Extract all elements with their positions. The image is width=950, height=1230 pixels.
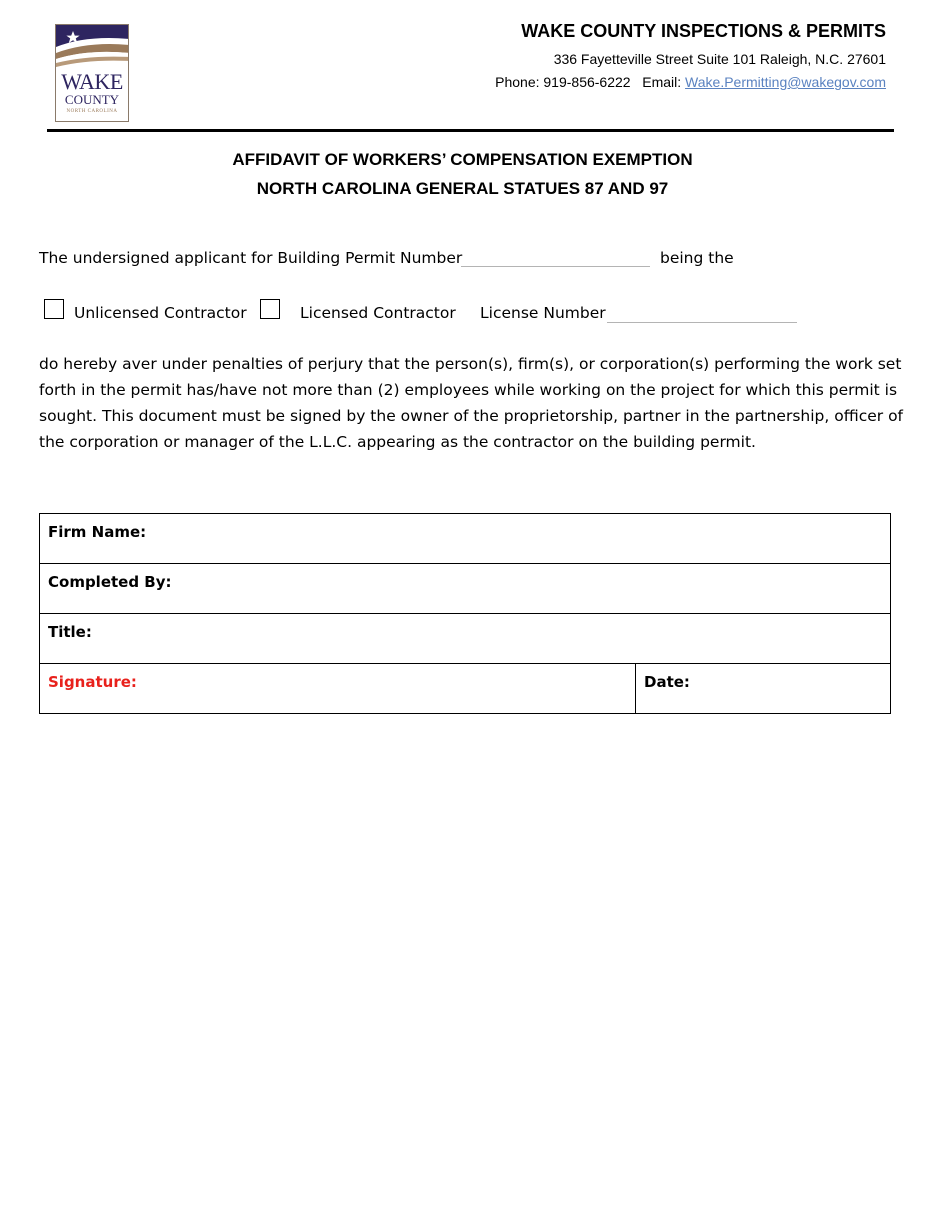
- email-label: Email:: [642, 74, 682, 90]
- table-row: [40, 514, 891, 564]
- firm-name-label: Firm Name:: [48, 523, 147, 541]
- firm-name-field[interactable]: [40, 514, 891, 564]
- title-field[interactable]: [40, 614, 891, 664]
- signature-label: Signature:: [48, 673, 137, 691]
- date-label: Date:: [644, 673, 690, 691]
- organization-name: WAKE COUNTY INSPECTIONS & PERMITS: [521, 21, 886, 41]
- affidavit-statement: [39, 351, 904, 455]
- email-link[interactable]: Wake.Permitting@wakegov.com: [685, 74, 886, 90]
- logo-text-county: COUNTY: [64, 92, 120, 107]
- title-label: Title:: [48, 623, 92, 641]
- applicant-info-table: [39, 513, 891, 714]
- completed-by-label: Completed By:: [48, 573, 172, 591]
- table-row: [40, 564, 891, 614]
- logo-text-state: NORTH CAROLINA: [66, 109, 118, 114]
- completed-by-field[interactable]: [40, 564, 891, 614]
- organization-contact: [495, 74, 886, 90]
- organization-address: 336 Fayetteville Street Suite 101 Raleigh, N.C. 27601: [553, 51, 886, 67]
- unlicensed-contractor-checkbox[interactable]: [44, 299, 64, 319]
- affidavit-line: the corporation or manager of the L.L.C. appearing as the contractor on the building permit.: [39, 433, 756, 451]
- phone-number: 919-856-6222: [543, 74, 631, 90]
- logo-text-wake: WAKE: [61, 69, 123, 94]
- table-row: [40, 664, 891, 714]
- date-field[interactable]: [636, 664, 891, 714]
- document-title: AFFIDAVIT OF WORKERS’ COMPENSATION EXEMPTION: [232, 150, 693, 169]
- permit-number-prompt: The undersigned applicant for Building Permit Number: [39, 249, 463, 267]
- wake-county-logo: [55, 24, 129, 122]
- license-number-field[interactable]: [607, 322, 797, 323]
- phone-label: Phone:: [495, 74, 540, 90]
- table-row: [40, 614, 891, 664]
- unlicensed-contractor-label: Unlicensed Contractor: [74, 304, 247, 322]
- permit-number-field[interactable]: [461, 266, 650, 267]
- permit-number-suffix: being the: [660, 249, 734, 267]
- licensed-contractor-label: Licensed Contractor: [300, 304, 456, 322]
- licensed-contractor-checkbox[interactable]: [260, 299, 280, 319]
- license-number-label: License Number: [480, 304, 606, 322]
- signature-field[interactable]: [40, 664, 636, 714]
- logo-banner-graphic: [56, 25, 129, 73]
- affidavit-line: sought. This document must be signed by the owner of the proprietorship, partner in the partnership, officer of: [39, 407, 904, 425]
- affidavit-line: forth in the permit has/have not more than (2) employees while working on the project for which this permit is: [39, 381, 898, 399]
- document-subtitle: NORTH CAROLINA GENERAL STATUES 87 AND 97: [256, 179, 669, 198]
- header-divider: [47, 129, 894, 132]
- affidavit-line: do hereby aver under penalties of perjury that the person(s), firm(s), or corporation(s) performing the work set: [39, 355, 902, 373]
